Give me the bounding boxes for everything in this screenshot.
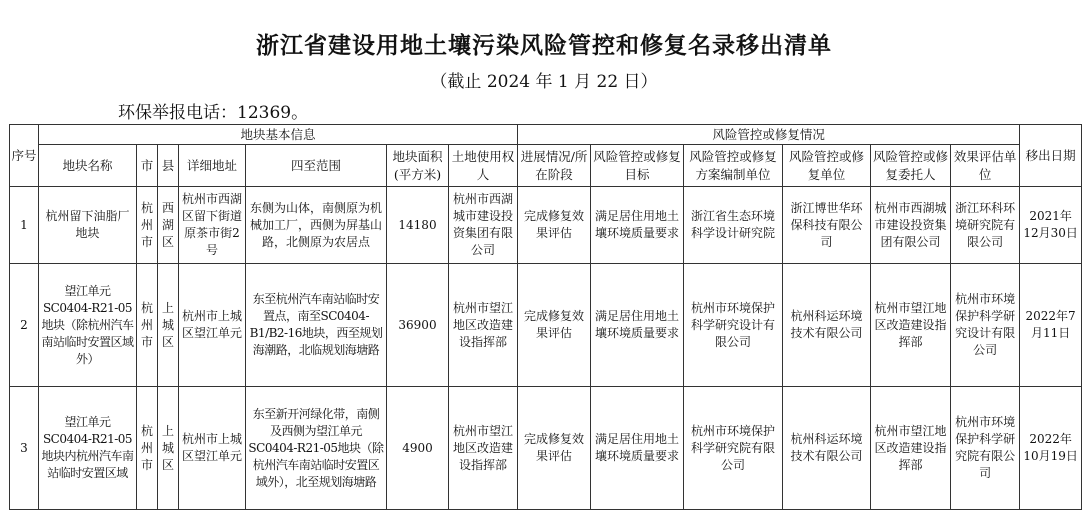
page-title: 浙江省建设用地土壤污染风险管控和修复名录移出清单 — [256, 32, 832, 59]
cell-removal-date: 2022年7月11日 — [1020, 264, 1082, 387]
cell-repair-unit: 浙江博世华环保科技有限公司 — [783, 187, 871, 264]
cell-address: 杭州市上城区望江单元 — [179, 387, 246, 510]
table-row — [10, 387, 1082, 510]
header-county: 县 — [158, 145, 179, 187]
table-row — [10, 264, 1082, 387]
cell-area: 4900 — [387, 387, 449, 510]
page-subtitle: （截止 2024 年 1 月 22 日） — [430, 72, 658, 92]
cell-county: 上城区 — [158, 387, 179, 510]
cell-land-user: 杭州市望江地区改造建设指挥部 — [449, 387, 518, 510]
cell-progress: 完成修复效果评估 — [518, 187, 591, 264]
header-seq: 序号 — [10, 125, 39, 187]
cell-client: 杭州市望江地区改造建设指挥部 — [871, 387, 951, 510]
report-hotline: 环保举报电话：12369。 — [118, 103, 309, 123]
cell-target: 满足居住用地土壤环境质量要求 — [591, 387, 684, 510]
cell-seq: 1 — [10, 187, 39, 264]
cell-seq: 3 — [10, 387, 39, 510]
cell-boundary: 东至杭州汽车南站临时安置点，南至SC0404-B1/B2-16地块，西至规划海潮路，北临规划海塘路 — [246, 264, 387, 387]
header-risk-info: 风险管控或修复情况 — [518, 125, 1020, 145]
table-row — [10, 187, 1082, 264]
cell-plan-unit: 杭州市环境保护科学研究设计有限公司 — [684, 264, 783, 387]
header-area: 地块面积(平方米) — [387, 145, 449, 187]
header-land-user: 土地使用权人 — [449, 145, 518, 187]
cell-address: 杭州市上城区望江单元 — [179, 264, 246, 387]
cell-name: 望江单元SC0404-R21-05地块内杭州汽车南站临时安置区域 — [39, 387, 137, 510]
cell-client: 杭州市西湖城市建设投资集团有限公司 — [871, 187, 951, 264]
cell-removal-date: 2022年10月19日 — [1020, 387, 1082, 510]
header-plan-unit: 风险管控或修复方案编制单位 — [684, 145, 783, 187]
header-boundary: 四至范围 — [246, 145, 387, 187]
cell-boundary: 东至新开河绿化带，南侧及西侧为望江单元SC0404-R21-05地块（除杭州汽车南站临时安置区域外），北至规划海塘路 — [246, 387, 387, 510]
cell-area: 36900 — [387, 264, 449, 387]
cell-plan-unit: 浙江省生态环境科学设计研究院 — [684, 187, 783, 264]
cell-client: 杭州市望江地区改造建设指挥部 — [871, 264, 951, 387]
header-plot-info: 地块基本信息 — [39, 125, 518, 145]
header-removal-date: 移出日期 — [1020, 125, 1082, 187]
cell-seq: 2 — [10, 264, 39, 387]
cell-eval-unit: 杭州市环境保护科学研究院有限公司 — [951, 387, 1020, 510]
cell-repair-unit: 杭州科运环境技术有限公司 — [783, 387, 871, 510]
cell-eval-unit: 浙江环科环境研究院有限公司 — [951, 187, 1020, 264]
cell-name: 望江单元SC0404-R21-05地块（除杭州汽车南站临时安置区域外） — [39, 264, 137, 387]
cell-city: 杭州市 — [137, 187, 158, 264]
cell-plan-unit: 杭州市环境保护科学研究院有限公司 — [684, 387, 783, 510]
header-eval-unit: 效果评估单位 — [951, 145, 1020, 187]
header-repair-unit: 风险管控或修复单位 — [783, 145, 871, 187]
header-client: 风险管控或修复委托人 — [871, 145, 951, 187]
cell-name: 杭州留下油脂厂地块 — [39, 187, 137, 264]
header-progress: 进展情况/所在阶段 — [518, 145, 591, 187]
cell-progress: 完成修复效果评估 — [518, 264, 591, 387]
cell-boundary: 东侧为山体，南侧原为机械加工厂，西侧为屏基山路，北侧原为农居点 — [246, 187, 387, 264]
header-name: 地块名称 — [39, 145, 137, 187]
cell-city: 杭州市 — [137, 387, 158, 510]
header-city: 市 — [137, 145, 158, 187]
cell-eval-unit: 杭州市环境保护科学研究设计有限公司 — [951, 264, 1020, 387]
cell-land-user: 杭州市望江地区改造建设指挥部 — [449, 264, 518, 387]
header-address: 详细地址 — [179, 145, 246, 187]
cell-area: 14180 — [387, 187, 449, 264]
cell-address: 杭州市西湖区留下街道原茶市街2号 — [179, 187, 246, 264]
cell-city: 杭州市 — [137, 264, 158, 387]
header-target: 风险管控或修复目标 — [591, 145, 684, 187]
removal-list-table — [9, 124, 1082, 510]
cell-target: 满足居住用地土壤环境质量要求 — [591, 264, 684, 387]
cell-county: 上城区 — [158, 264, 179, 387]
cell-county: 西湖区 — [158, 187, 179, 264]
cell-removal-date: 2021年12月30日 — [1020, 187, 1082, 264]
cell-target: 满足居住用地土壤环境质量要求 — [591, 187, 684, 264]
cell-repair-unit: 杭州科运环境技术有限公司 — [783, 264, 871, 387]
cell-progress: 完成修复效果评估 — [518, 387, 591, 510]
cell-land-user: 杭州市西湖城市建设投资集团有限公司 — [449, 187, 518, 264]
